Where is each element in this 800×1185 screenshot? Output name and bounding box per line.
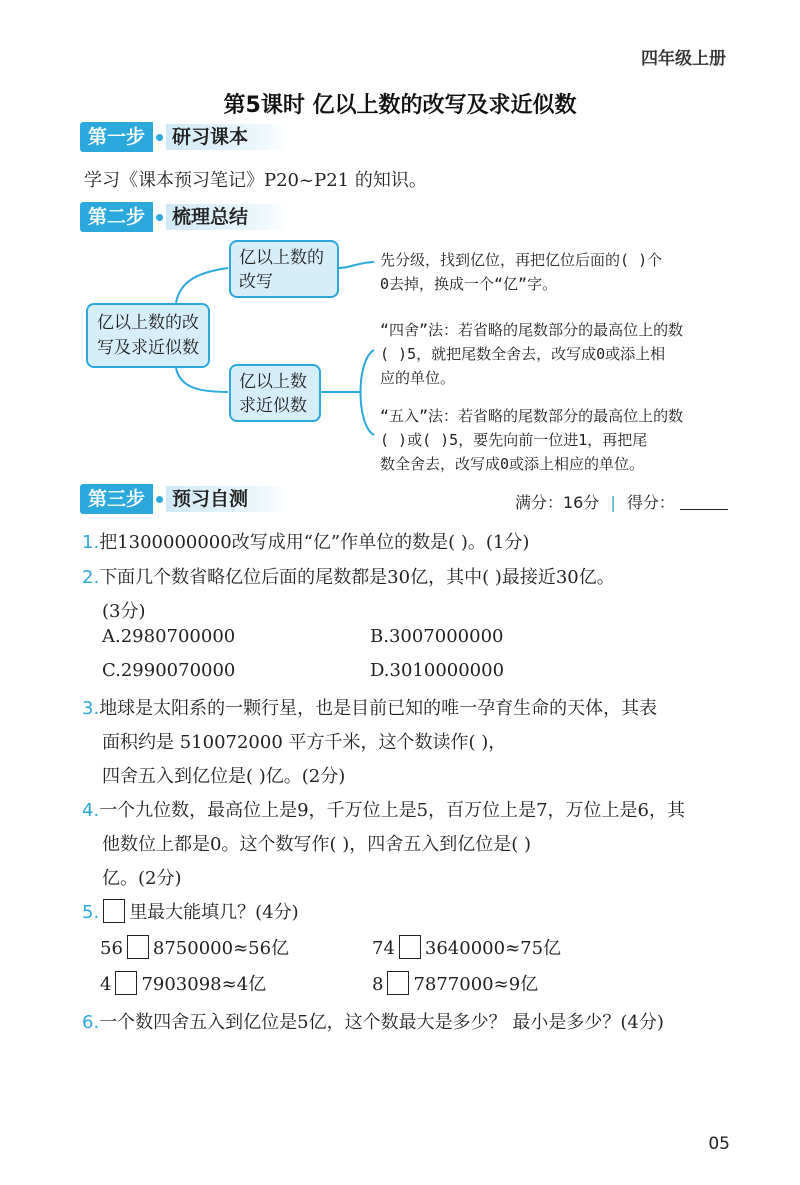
question-2: 2.下面几个数省略亿位后面的尾数都是30亿，其中( )最接近30亿。 [82, 567, 615, 588]
page-number: 05 [708, 1134, 730, 1154]
full-score: 满分：16分 [514, 493, 600, 512]
question-5: 5. 里最大能填几？(4分) [82, 898, 299, 924]
blank-box[interactable] [399, 935, 421, 959]
step3-banner [80, 484, 288, 514]
step2-title: 梳理总结 [166, 204, 288, 230]
question-4-line3: 亿。(2分) [102, 868, 182, 889]
question-4: 4.一个九位数，最高位上是9，千万位上是5，百万位上是7，万位上是6，其 [82, 800, 685, 821]
blank-box[interactable] [127, 935, 149, 959]
branch2-desc-round-up: “五入”法：若省略的尾数部分的最高位上的数 ( )或( )5，要先向前一位进1，再把尾 数全舍去，改写成0或添上相应的单位。 [380, 407, 684, 473]
mindmap-root: 亿以上数的改 写及求近似数 [86, 303, 210, 368]
step2-tag: 第二步 [80, 202, 153, 232]
step1-title: 研习课本 [166, 124, 288, 150]
question-6: 6.一个数四舍五入到亿位是5亿，这个数最大是多少？ 最小是多少？(4分) [82, 1012, 664, 1033]
blank-box[interactable] [115, 971, 137, 995]
blank-box[interactable] [387, 971, 409, 995]
q2-option-d[interactable]: D.3010000000 [370, 660, 505, 681]
branch2-desc-round-down: “四舍”法：若省略的尾数部分的最高位上的数 ( )5，就把尾数全舍去，改写成0或添上相 应的单位。 [380, 321, 684, 387]
q5-item-2: 74 3640000≈75亿 [372, 934, 561, 960]
step3-tag: 第三步 [80, 484, 153, 514]
question-3: 3.地球是太阳系的一颗行星，也是目前已知的唯一孕育生命的天体，其表 [82, 698, 658, 719]
q5-item-1: 56 8750000≈56亿 [100, 934, 289, 960]
score-area [515, 490, 728, 513]
step3-title: 预习自测 [166, 486, 288, 512]
question-2-points: (3分) [102, 601, 146, 622]
dot-icon [156, 496, 163, 503]
q5-item-3: 4 7903098≈4亿 [100, 970, 266, 996]
q2-option-a[interactable]: A.2980700000 [102, 626, 236, 647]
score-got-label: 得分： [626, 493, 675, 512]
question-1: 1.把1300000000改写成用“亿”作单位的数是( )。(1分) [82, 532, 530, 553]
branch1-desc: 先分级，找到亿位，再把亿位后面的( )个 0去掉，换成一个“亿”字。 [380, 251, 663, 293]
step1-text: 学习《课本预习笔记》P20~P21 的知识。 [84, 170, 427, 191]
question-3-line2: 面积约是 510072000 平方千米，这个数读作( )， [102, 732, 507, 753]
mindmap-branch-approx: 亿以上数 求近似数 [229, 364, 321, 422]
mindmap-branch-rewrite: 亿以上数的 改写 [229, 240, 339, 298]
q2-option-b[interactable]: B.3007000000 [370, 626, 504, 647]
blank-box[interactable] [103, 899, 125, 923]
score-separator: | [610, 493, 616, 512]
q5-item-4: 8 7877000≈9亿 [372, 970, 538, 996]
lesson-title: 第5课时 亿以上数的改写及求近似数 [223, 93, 577, 118]
question-4-line2: 他数位上都是0。这个数写作( )，四舍五入到亿位是( ) [102, 834, 531, 855]
q2-option-c[interactable]: C.2990070000 [102, 660, 236, 681]
grade-label: 四年级上册 [641, 49, 726, 69]
score-blank[interactable] [680, 491, 728, 510]
step1-tag: 第一步 [80, 122, 153, 152]
question-3-line3: 四舍五入到亿位是( )亿。(2分) [102, 766, 346, 787]
